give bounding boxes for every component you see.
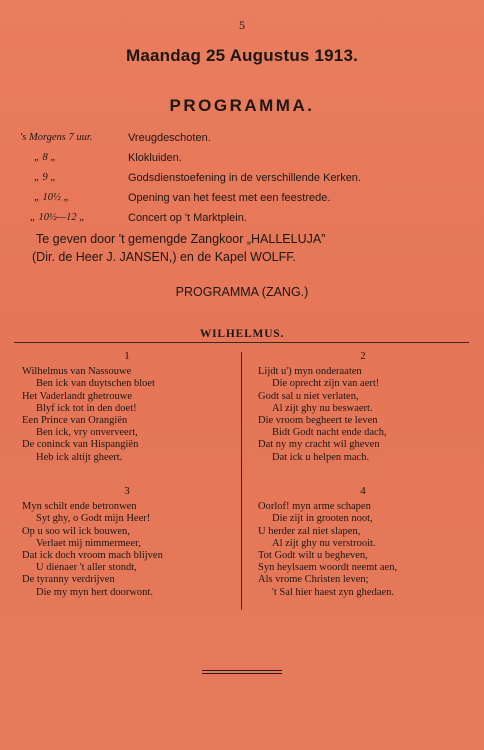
schedule-row [20,172,460,192]
verse-line: Ben ick van duytschen bloet [36,378,155,390]
verse-2 [258,350,468,464]
verse-line: Op u soo wil ick bouwen, [22,525,130,537]
verse-line: Oorlof! myn arme schapen [258,501,371,513]
verse-line: Dat ny my cracht wil gheven [258,439,380,451]
schedule-event: Klokluiden. [128,152,182,164]
verse-3 [22,485,232,599]
schedule-row [20,152,460,172]
verse-line: Als vrome Christen leven; [258,574,369,586]
verse-line: Wilhelmus van Nassouwe [22,366,132,378]
verse-number: 3 [124,485,130,497]
schedule-time: „ 10½ „ [34,192,70,203]
column-divider [241,352,242,610]
schedule-event: Godsdienstoefening in de verschillende Kerken. [128,172,361,184]
verse-line: Lijdt u') myn onderaaten [258,366,362,378]
verse-line: Al zijt ghy nu beswaert. [272,402,373,414]
verse-line: Al zijt ghy nu verstrooit. [272,537,376,549]
verse-line: De coninck van Hispangiën [22,439,139,451]
verse-line: Ben ick, vry onverveert, [36,427,138,439]
verse-line: Tot Godt wilt u begheven, [258,550,368,562]
verse-line: Blyf ick tot in den doet! [36,402,137,414]
end-divider [202,673,282,674]
schedule-row [20,132,460,152]
verse-line: Verlaet mij nimmermeer, [36,537,141,549]
verse-1 [22,350,232,464]
programma-zang-heading: PROGRAMMA (ZANG.) [175,285,309,299]
schedule-row [20,212,460,232]
verse-line: Dat ick doch vroom mach blijven [22,550,163,562]
verse-line: Die my myn hert doorwont. [36,586,153,598]
anthem-title: WILHELMUS. [199,328,285,340]
verse-4 [258,485,468,599]
verse-line: Die oprecht zijn van aert! [272,378,380,390]
verse-line: Myn schilt ende betronwen [22,501,137,513]
performers-line-1: Te geven door 't gemengde Zangkoor „HALLELUJA” [36,232,326,246]
verse-line: Godt sal u niet verlaten, [258,390,359,402]
verse-number: 2 [360,350,366,362]
schedule-list [20,132,460,232]
verse-line: U herder zal niet slapen, [258,525,361,537]
verse-line: Die vroom begheert te leven [258,415,378,427]
verse-line: Syt ghy, o Godt mijn Heer! [36,513,151,525]
verse-line: U dienaer 't aller stondt, [36,562,137,574]
programma-title: PROGRAMMA. [169,96,315,115]
verse-line: Heb ick altijt gheert. [36,451,123,463]
anthem-divider [14,342,469,343]
verse-line: 't Sal hier haest zyn ghedaen. [272,586,395,598]
verse-number: 1 [124,350,130,362]
verse-line: Een Prince van Orangiën [22,415,128,427]
schedule-event: Vreugdeschoten. [128,132,211,144]
schedule-row [20,192,460,212]
schedule-event: Concert op 't Marktplein. [128,212,247,224]
verse-line: Syn heylsaem woordt neemt aen, [258,562,398,574]
schedule-event: Opening van het feest met een feestrede. [128,192,331,204]
verse-line: De tyranny verdrijven [22,574,115,586]
schedule-time: „ 9 „ [34,172,57,183]
verse-line: Het Vaderlandt ghetrouwe [22,390,133,402]
verse-line: Dat ick u helpen mach. [272,451,370,463]
end-divider [202,670,282,671]
schedule-time: „ 10½—12 „ [30,212,86,223]
verse-number: 4 [360,485,366,497]
schedule-time: „ 8 „ [34,152,57,163]
schedule-time: 's Morgens 7 uur. [20,132,93,143]
performers-line-2: (Dir. de Heer J. JANSEN,) en de Kapel WOLFF. [32,250,296,264]
page-number: 5 [239,18,245,32]
date-heading: Maandag 25 Augustus 1913. [125,46,359,65]
verse-line: Die zijt in grooten noot, [272,513,373,525]
verse-line: Bidt Godt nacht ende dach, [272,427,387,439]
